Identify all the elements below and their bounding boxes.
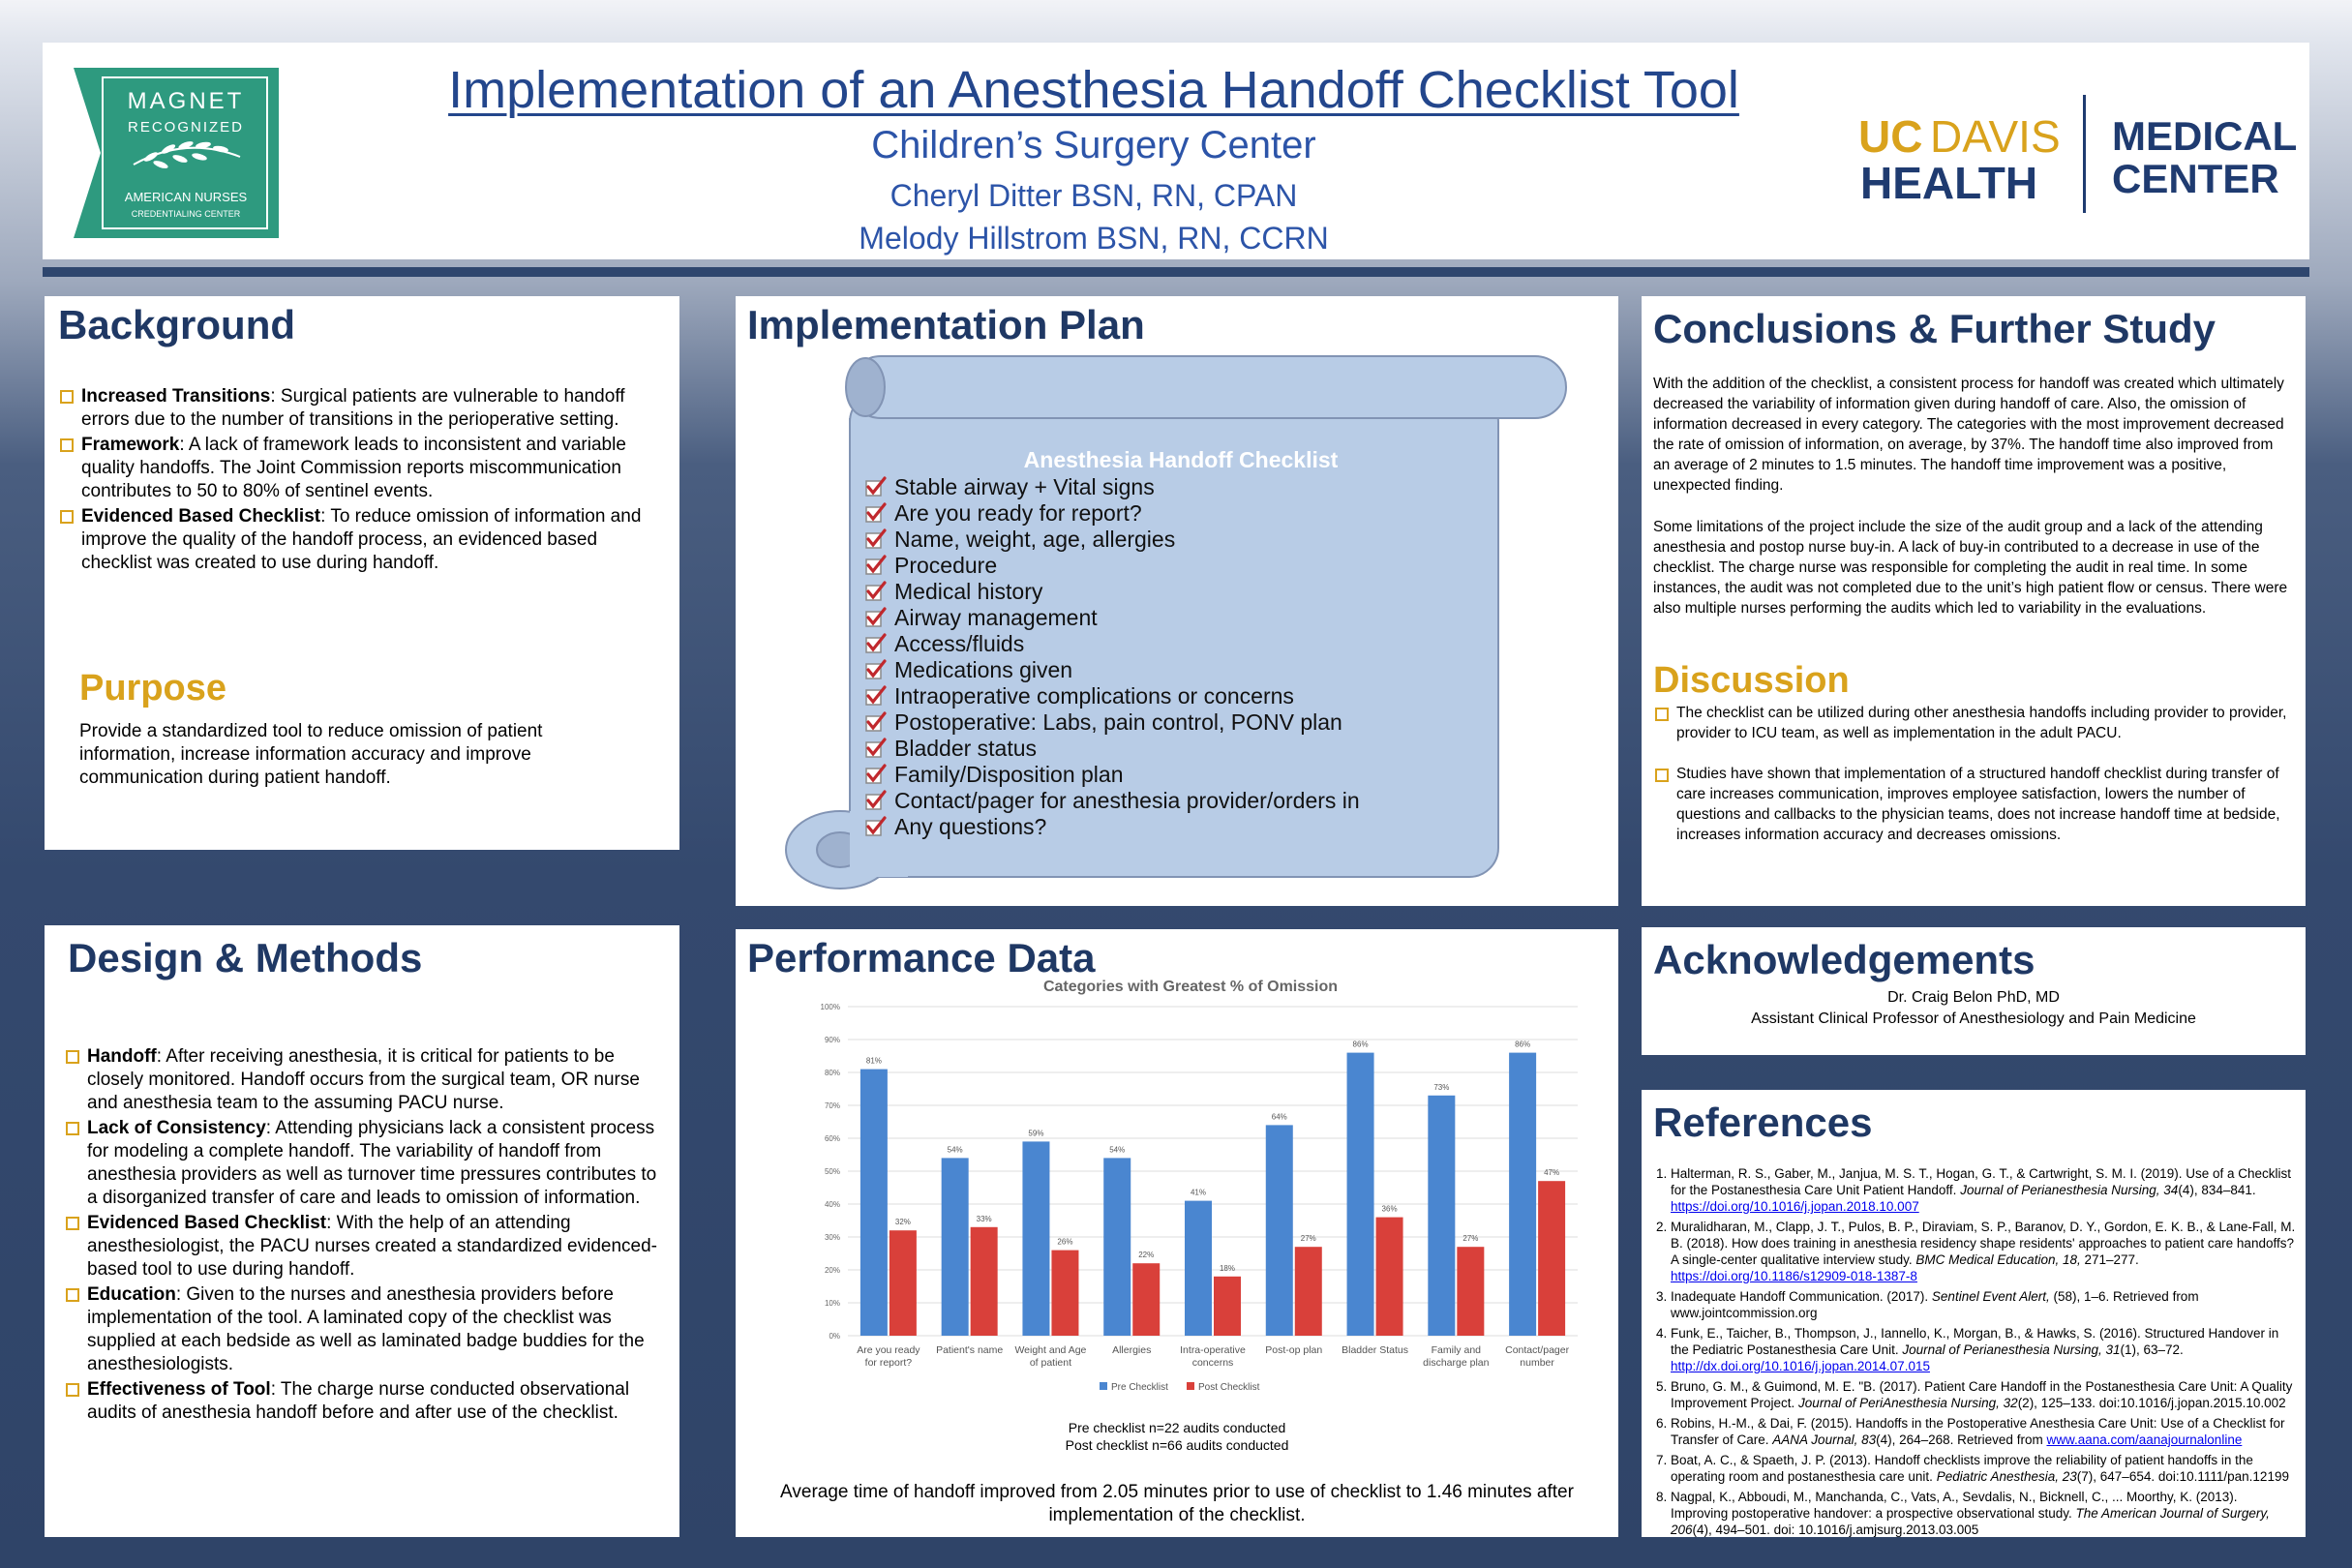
checklist-item-label: Access/fluids [894, 631, 1025, 656]
data-label: 64% [1271, 1112, 1287, 1122]
logo-uc: UC [1858, 111, 1923, 162]
omission-chart [794, 968, 1587, 1403]
data-label: 81% [865, 1056, 882, 1066]
checkmark-icon [865, 502, 887, 524]
bar-post [1457, 1247, 1484, 1336]
reference-item: 2. Muralidharan, M., Clapp, J. T., Pulos, B. P., Diraviam, S. P., Baranov, D. Y., Gordon, E. K. B., & Lane-Fall, M. B. (2018). How does training in anesthesia residency shape residents' approaches to patient care handoffs? A single-center qualitative interview study. BMC Medical Education, 18, 271–277. https://doi.org/10.1186/s12909-018-1387-8 [1671, 1219, 2296, 1284]
x-tick-label: concerns [1191, 1357, 1234, 1369]
y-tick-label: 100% [820, 1003, 840, 1011]
x-tick-label: number [1520, 1357, 1554, 1369]
x-tick-label: Intra-operative [1180, 1344, 1246, 1356]
data-label: 27% [1462, 1234, 1479, 1244]
checklist-item [894, 500, 1142, 527]
logo-health: HEALTH [1860, 158, 2038, 208]
background-panel [45, 296, 679, 850]
checkmark-icon [865, 607, 887, 628]
purpose-text: Provide a standardized tool to reduce omission of patient information, increase information accuracy and improve communication during patient handoff. [79, 721, 543, 788]
author-2: Melody Hillstrom BSN, RN, CCRN [859, 221, 1329, 256]
bar-pre [1347, 1053, 1374, 1336]
data-label: 86% [1515, 1040, 1531, 1049]
reference-item: 4. Funk, E., Taicher, B., Thompson, J., Iannello, K., Morgan, B., & Hawks, S. (2016). Structured Handover in the Pediatric Postanesthesia Care Unit. Journal of Perianesthesia Nursing, 31(1), 63–72. http://dx.doi.org/10.1016/j.jopan.2014.07.015 [1671, 1325, 2296, 1374]
checklist-item-label: Family/Disposition plan [894, 762, 1124, 787]
poster-subtitle: Children’s Surgery Center [871, 124, 1316, 166]
checkmark-icon [865, 476, 887, 498]
bar-pre [1266, 1125, 1293, 1336]
data-label: 47% [1544, 1168, 1560, 1178]
reference-item: 7. Boat, A. C., & Spaeth, J. P. (2013). Handoff checklists improve the reliability of patient handoffs in the operating room and postanesthesia care unit. Pediatric Anesthesia, 23(7), 647–654. doi:10.1111/pan.12199 [1671, 1452, 2296, 1485]
bar-pre [1509, 1053, 1536, 1336]
design-panel [45, 925, 679, 1537]
performance-heading: Performance Data [747, 935, 1096, 980]
conclusions-p1: With the addition of the checklist, a consistent process for handoff was created which ultimately decreased the variability of information given during handoff of care. Also, the omission of information decreased in every category. The categories with the most improvement decreased the rate of omission of information, on average, by 37%. The handoff time also improved from an average of 2 minutes to 1.5 minutes. The handoff time improvement was a positive, unexpected finding. [1653, 376, 2284, 494]
header-divider [43, 267, 2309, 277]
author-1: Cheryl Ditter BSN, RN, CPAN [890, 178, 1298, 213]
magnet-line2: RECOGNIZED [127, 119, 245, 136]
pre-audit-note: Pre checklist n=22 audits conducted [1068, 1420, 1286, 1435]
checklist-item [894, 788, 1360, 814]
magnet-line3: AMERICAN NURSES [124, 190, 248, 204]
discussion-item: The checklist can be utilized during other anesthesia handoffs including provider to provider, provider to ICU team, as well as implementation in the adult PACU. [1653, 703, 2292, 743]
reference-item: 3. Inadequate Handoff Communication. (2017). Sentinel Event Alert, (58), 1–6. Retrieved from www.jointcommission.org [1671, 1288, 2296, 1321]
reference-item: 8. Nagpal, K., Abboudi, M., Manchanda, C., Vats, A., Sevdalis, N., Bicknell, C., ... Moorthy, K. (2013). Improving postoperative handover: a prospective observational study. The American Journal of Surgery, 206(4), 494–501. doi: 10.1016/j.amjsurg.2013.03.005 [1671, 1489, 2296, 1538]
x-tick-label: Patient's name [936, 1344, 1004, 1356]
x-tick-label: discharge plan [1423, 1357, 1490, 1369]
magnet-logo [74, 68, 279, 238]
legend-label: Post Checklist [1198, 1382, 1260, 1393]
data-label: 36% [1381, 1204, 1398, 1214]
y-tick-label: 90% [824, 1036, 840, 1044]
audit-note [736, 1419, 1618, 1454]
discussion-heading: Discussion [1653, 660, 1850, 701]
x-tick-label: Bladder Status [1342, 1344, 1409, 1356]
bar-post [1051, 1251, 1078, 1336]
data-label: 73% [1433, 1082, 1450, 1092]
reference-item: 5. Bruno, G. M., & Guimond, M. E. "B. (2017). Patient Care Handoff in the Postanesthesia Care Unit: A Quality Improvement Project. Journal of PeriAnesthesia Nursing, 32(2), 125–133. doi:10.1016/j.jopan.2015.10.002 [1671, 1378, 2296, 1411]
acknowledgements-heading: Acknowledgements [1653, 937, 2035, 982]
checklist-item [894, 579, 1042, 605]
checkmark-icon [865, 633, 887, 654]
acknowledgement-name: Dr. Craig Belon PhD, MD [1887, 989, 2060, 1006]
bar-pre [942, 1158, 969, 1336]
performance-summary: Average time of handoff improved from 2.05 minutes prior to use of checklist to 1.46 minutes after implementation of the checklist. [780, 1482, 1574, 1525]
background-list [58, 385, 670, 577]
x-tick-label: for report? [864, 1357, 913, 1369]
design-item: Effectiveness of Tool: The charge nurse conducted observational audits of anesthesia handoff before and after use of the checklist. [64, 1378, 664, 1425]
design-item: Evidenced Based Checklist: With the help of an attending anesthesiologist, the PACU nurses created a standardized evidenced-based tool to use during handoff. [64, 1212, 664, 1282]
checklist-item [894, 709, 1342, 736]
checklist-item-label: Medical history [894, 579, 1043, 604]
y-tick-label: 0% [829, 1332, 840, 1341]
checkmark-icon [865, 764, 887, 785]
discussion-list [1653, 703, 2292, 847]
data-label: 41% [1190, 1188, 1207, 1197]
bar-pre [1022, 1141, 1049, 1336]
y-tick-label: 20% [824, 1266, 840, 1275]
bar-post [1214, 1277, 1241, 1336]
checkmark-icon [865, 685, 887, 707]
checklist-item-label: Intraoperative complications or concerns [894, 683, 1294, 709]
logo-medical: MEDICAL [2112, 113, 2298, 159]
checklist-item-label: Any questions? [894, 814, 1047, 839]
y-tick-label: 50% [824, 1167, 840, 1176]
background-item: Framework: A lack of framework leads to inconsistent and variable quality handoffs. The Joint Commission reports miscommunication contributes to 50 to 80% of sentinel events. [58, 434, 670, 503]
checklist-item-label: Name, weight, age, allergies [894, 527, 1176, 552]
conclusions-panel [1642, 296, 2306, 906]
implementation-heading: Implementation Plan [747, 302, 1145, 347]
checklist-item-label: Bladder status [894, 736, 1038, 761]
chart-title: Categories with Greatest % of Omission [1042, 979, 1339, 995]
checklist-item [894, 553, 997, 579]
bar-pre [860, 1070, 888, 1336]
checklist-item [894, 762, 1123, 788]
data-label: 22% [1138, 1251, 1155, 1260]
checklist-scroll-graphic [772, 354, 1578, 896]
references-heading: References [1653, 1100, 1873, 1145]
data-label: 33% [976, 1214, 992, 1223]
x-tick-label: Contact/pager [1505, 1344, 1570, 1356]
design-item: Handoff: After receiving anesthesia, it is critical for patients to be closely monitored. Handoff occurs from the surgical team, OR nurse and anesthesia team to the assuming PACU nurse. [64, 1045, 664, 1115]
checkmark-icon [865, 528, 887, 550]
y-tick-label: 80% [824, 1069, 840, 1077]
checkmark-icon [865, 555, 887, 576]
magnet-line4: CREDENTIALING CENTER [131, 209, 241, 219]
data-label: 27% [1300, 1234, 1316, 1244]
data-label: 18% [1219, 1263, 1236, 1273]
x-tick-label: Post-op plan [1265, 1344, 1323, 1356]
checklist-item [894, 527, 1175, 553]
x-tick-label: Allergies [1112, 1344, 1152, 1356]
conclusions-p2: Some limitations of the project include the size of the audit group and a lack of the attending anesthesia and postop nurse buy-in. A lack of buy-in contributed to a decrease in use of the checklist. The charge nurse was responsible for completing the audit in real time. In some instances, the audit was not completed due to the unit’s high patient flow or census. There were also multiple nurses performing the audits which led to variability in the evaluations. [1653, 519, 2288, 617]
data-label: 26% [1057, 1237, 1073, 1247]
logo-divider [2083, 95, 2086, 213]
magnet-line1: MAGNET [127, 88, 245, 114]
reference-item: 6. Robins, H.-M., & Dai, F. (2015). Handoffs in the Postoperative Anesthesia Care Unit: Use of a Checklist for Transfer of Care. AANA Journal, 83(4), 264–268. Retrieved from www.aana.com/aanajournalonline [1671, 1415, 2296, 1448]
design-item: Education: Given to the nurses and anesthesia providers before implementation of the tool. A laminated copy of the checklist was supplied at each bedside as well as laminated badge buddies for the anesthesiologists. [64, 1283, 664, 1376]
post-audit-note: Post checklist n=66 audits conducted [1065, 1437, 1289, 1453]
acknowledgement-text [1642, 987, 2306, 1030]
checklist-item [894, 683, 1294, 709]
y-tick-label: 30% [824, 1233, 840, 1242]
legend-label: Pre Checklist [1111, 1382, 1168, 1393]
design-item: Lack of Consistency: Attending physicians lack a consistent process for modeling a complete handoff. The variability of handoff from anesthesia providers as well as turnover time pressures contributes to a disorganized transfer of care and leads to omission of information. [64, 1117, 664, 1210]
design-heading: Design & Methods [68, 935, 423, 980]
uc-davis-health-logo [1858, 93, 2298, 219]
data-label: 59% [1028, 1129, 1044, 1138]
checkmark-icon [865, 816, 887, 837]
checkmark-icon [865, 738, 887, 759]
bar-post [1132, 1263, 1160, 1336]
references-panel [1642, 1090, 2306, 1537]
checkmark-icon [865, 581, 887, 602]
bar-post [1295, 1247, 1322, 1336]
checklist-item-label: Procedure [894, 553, 998, 578]
bar-post [1538, 1181, 1565, 1336]
checklist-item-label: Medications given [894, 657, 1073, 682]
references-list [1647, 1165, 2296, 1542]
checkmark-icon [865, 790, 887, 811]
conclusions-heading: Conclusions & Further Study [1653, 306, 2216, 351]
reference-item: 1. Halterman, R. S., Gaber, M., Janjua, M. S. T., Hogan, G. T., & Cartwright, S. M. I. (2019). Use of a Checklist for the Postanesthesia Care Unit Patient Handoff. Journal of Perianesthesia Nursing, 34(4), 834–841. https://doi.org/10.1016/j.jopan.2018.10.007 [1671, 1165, 2296, 1215]
acknowledgement-title: Assistant Clinical Professor of Anesthesiology and Pain Medicine [1751, 1010, 2196, 1027]
checkmark-icon [865, 659, 887, 680]
checkmark-icon [865, 711, 887, 733]
checklist-item [894, 814, 1046, 840]
checklist-item-label: Postoperative: Labs, pain control, PONV plan [894, 709, 1342, 735]
purpose-heading: Purpose [79, 668, 227, 709]
reference-link[interactable]: https://doi.org/10.1016/j.jopan.2018.10.007 [1671, 1199, 1919, 1214]
bar-post [1376, 1218, 1403, 1336]
x-tick-label: of patient [1029, 1357, 1072, 1369]
data-label: 54% [1109, 1145, 1126, 1155]
bar-pre [1103, 1158, 1131, 1336]
checklist-item-label: Are you ready for report? [894, 500, 1142, 526]
reference-link[interactable]: http://dx.doi.org/10.1016/j.jopan.2014.07.015 [1671, 1359, 1930, 1373]
y-tick-label: 40% [824, 1200, 840, 1209]
y-tick-label: 60% [824, 1134, 840, 1143]
bar-pre [1428, 1096, 1455, 1336]
legend-swatch [1187, 1382, 1194, 1390]
background-item: Increased Transitions: Surgical patients are vulnerable to handoff errors due to the number of transitions in the perioperative setting. [58, 385, 670, 432]
checklist-item [894, 657, 1072, 683]
y-tick-label: 70% [824, 1101, 840, 1110]
legend-swatch [1100, 1382, 1107, 1390]
y-tick-label: 10% [824, 1299, 840, 1308]
checklist-item [894, 474, 1155, 500]
data-label: 32% [894, 1218, 911, 1227]
background-heading: Background [58, 302, 296, 347]
data-label: 86% [1352, 1040, 1369, 1049]
checklist-item [894, 736, 1037, 762]
design-list [64, 1045, 664, 1427]
checklist-item [894, 631, 1024, 657]
bar-pre [1185, 1201, 1212, 1336]
checklist-item-label: Contact/pager for anesthesia provider/orders in [894, 788, 1360, 813]
logo-center: CENTER [2112, 156, 2279, 201]
logo-davis: DAVIS [1930, 111, 2061, 162]
checklist-item [894, 605, 1098, 631]
checklist-item-label: Airway management [894, 605, 1098, 630]
background-item: Evidenced Based Checklist: To reduce omission of information and improve the quality of the handoff process, an evidenced based checklist was created to use during handoff. [58, 505, 670, 575]
acknowledgements-panel [1642, 927, 2306, 1055]
bar-post [890, 1230, 917, 1336]
checklist-item-label: Stable airway + Vital signs [894, 474, 1155, 499]
poster-title: Implementation of an Anesthesia Handoff Checklist Tool [448, 61, 1739, 119]
x-tick-label: Weight and Age [1014, 1344, 1087, 1356]
x-tick-label: Family and [1431, 1344, 1482, 1356]
data-label: 54% [947, 1145, 963, 1155]
reference-link[interactable]: https://doi.org/10.1186/s12909-018-1387-8 [1671, 1269, 1917, 1283]
discussion-item: Studies have shown that implementation of a structured handoff checklist during transfer of care increases communication, improves employee satisfaction, lowers the number of questions and callbacks to the physician teams, does not increase handoff time at bedside, increases information accuracy and decreases omissions. [1653, 764, 2292, 845]
bar-post [971, 1227, 998, 1336]
checklist-title: Anesthesia Handoff Checklist [1023, 447, 1339, 472]
x-tick-label: Are you ready [857, 1344, 920, 1356]
reference-link[interactable]: www.aana.com/aanajournalonline [2046, 1432, 2243, 1447]
